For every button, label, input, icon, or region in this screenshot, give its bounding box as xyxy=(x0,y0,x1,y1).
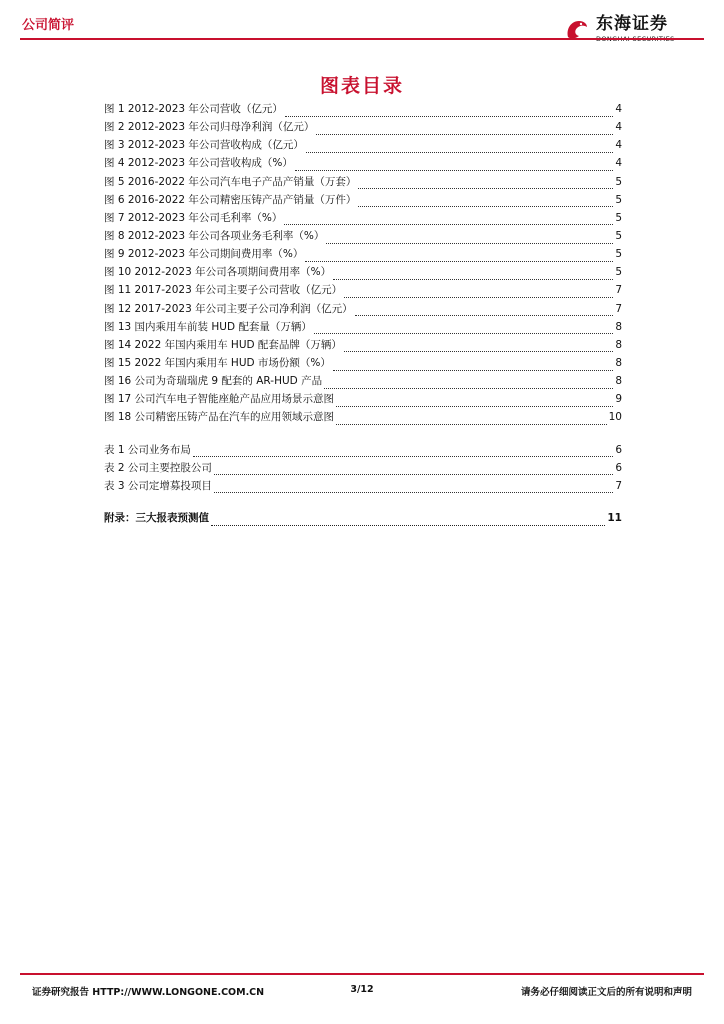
footer-disclaimer: 请务必仔细阅读正文后的所有说明和声明 xyxy=(520,987,692,998)
toc-entry-label: 图 1 2012-2023 年公司营收（亿元） xyxy=(104,103,283,115)
toc-entry-figure-15[interactable] xyxy=(104,355,622,373)
toc-entry-figure-8[interactable] xyxy=(104,228,622,246)
toc-entry-page: 5 xyxy=(615,211,622,224)
toc-entry-page: 11 xyxy=(607,511,622,524)
toc-entry-page: 4 xyxy=(615,139,622,152)
dot-leader xyxy=(358,198,613,207)
footer-divider xyxy=(20,973,704,975)
dot-leader xyxy=(193,448,613,457)
toc-entry-label: 图 13 国内乘用车前装 HUD 配套量（万辆） xyxy=(104,320,312,333)
toc-entry-label: 图 16 公司为奇瑞瑞虎 9 配套的 AR-HUD 产品 xyxy=(104,375,323,388)
toc-entry-figure-18[interactable] xyxy=(104,409,622,427)
report-type-tag: 公司简评 xyxy=(22,18,75,33)
dot-leader xyxy=(214,466,613,475)
dot-leader xyxy=(285,108,613,117)
toc-entry-figure-3[interactable] xyxy=(104,137,622,155)
toc-entry-label: 图 6 2016-2022 年公司精密压铸产品产销量（万件） xyxy=(104,193,357,206)
logo-chinese-text: 东海证券 xyxy=(596,13,668,34)
toc-entry-figure-4[interactable] xyxy=(104,155,622,173)
dot-leader xyxy=(314,325,613,334)
dot-leader xyxy=(305,253,613,262)
toc-entry-page: 5 xyxy=(615,175,622,188)
toc-entry-page: 9 xyxy=(615,393,622,406)
toc-entry-label: 图 9 2012-2023 年公司期间费用率（%） xyxy=(104,248,304,261)
company-logo xyxy=(562,12,702,46)
toc-entry-label: 图 12 2017-2023 年公司主要子公司净利润（亿元） xyxy=(104,302,353,315)
toc-entry-figure-1[interactable] xyxy=(104,101,622,119)
dot-leader xyxy=(344,289,613,298)
dot-leader xyxy=(316,126,613,135)
toc-entry-label: 图 17 公司汽车电子智能座舱产品应用场景示意图 xyxy=(104,393,335,406)
table-list xyxy=(104,442,622,496)
toc-entry-figure-5[interactable] xyxy=(104,174,622,192)
toc-entry-page: 7 xyxy=(615,479,622,492)
toc-entry-figure-17[interactable] xyxy=(104,391,622,409)
dot-leader xyxy=(333,362,613,371)
dot-leader xyxy=(344,343,613,352)
table-of-contents xyxy=(104,101,622,528)
toc-entry-label: 图 15 2022 年国内乘用车 HUD 市场份额（%） xyxy=(104,356,331,369)
toc-entry-page: 7 xyxy=(615,284,622,297)
toc-entry-label: 图 8 2012-2023 年公司各项业务毛利率（%） xyxy=(104,229,325,242)
dot-leader xyxy=(333,271,613,280)
toc-entry-label: 图 3 2012-2023 年公司营收构成（亿元） xyxy=(104,139,304,152)
toc-entry-appendix[interactable] xyxy=(104,510,622,528)
toc-entry-figure-7[interactable] xyxy=(104,210,622,228)
toc-entry-page: 10 xyxy=(608,411,622,424)
toc-entry-figure-10[interactable] xyxy=(104,264,622,282)
toc-entry-figure-13[interactable] xyxy=(104,319,622,337)
toc-entry-page: 4 xyxy=(615,121,622,134)
footer-source-link[interactable]: 证券研究报告 HTTP://WWW.LONGONE.COM.CN xyxy=(32,987,265,998)
toc-entry-figure-12[interactable] xyxy=(104,301,622,319)
toc-entry-label: 图 11 2017-2023 年公司主要子公司营收（亿元） xyxy=(104,284,343,297)
toc-entry-page: 5 xyxy=(615,193,622,206)
dot-leader xyxy=(295,162,613,171)
toc-entry-label: 图 10 2012-2023 年公司各项期间费用率（%） xyxy=(104,266,332,279)
toc-entry-figure-2[interactable] xyxy=(104,119,622,137)
toc-entry-figure-16[interactable] xyxy=(104,373,622,391)
toc-entry-page: 6 xyxy=(615,461,622,474)
toc-entry-figure-11[interactable] xyxy=(104,282,622,300)
toc-entry-label: 附录：三大报表预测值 xyxy=(104,511,209,524)
toc-entry-label: 图 5 2016-2022 年公司汽车电子产品产销量（万套） xyxy=(104,175,357,188)
toc-entry-table-1[interactable] xyxy=(104,442,622,460)
toc-entry-page: 8 xyxy=(615,356,622,369)
toc-entry-label: 图 2 2012-2023 年公司归母净利润（亿元） xyxy=(104,121,315,134)
toc-entry-label: 图 7 2012-2023 年公司毛利率（%） xyxy=(104,211,283,224)
toc-entry-page: 8 xyxy=(615,338,622,351)
toc-entry-label: 图 18 公司精密压铸产品在汽车的应用领域示意图 xyxy=(104,411,335,424)
toc-entry-label: 图 14 2022 年国内乘用车 HUD 配套品牌（万辆） xyxy=(104,338,342,351)
toc-entry-page: 5 xyxy=(615,266,622,279)
toc-title: 图表目录 xyxy=(319,75,404,97)
dot-leader xyxy=(336,416,607,425)
toc-entry-figure-14[interactable] xyxy=(104,337,622,355)
toc-entry-table-3[interactable] xyxy=(104,478,622,496)
toc-entry-page: 6 xyxy=(615,443,622,456)
toc-entry-label: 表 1 公司业务布局 xyxy=(104,443,191,456)
dot-leader xyxy=(326,235,613,244)
toc-entry-label: 表 2 公司主要控股公司 xyxy=(104,461,212,474)
dot-leader xyxy=(336,398,613,407)
toc-entry-figure-9[interactable] xyxy=(104,246,622,264)
toc-entry-page: 8 xyxy=(615,320,622,333)
toc-entry-page: 8 xyxy=(615,375,622,388)
toc-entry-table-2[interactable] xyxy=(104,460,622,478)
dot-leader xyxy=(358,180,613,189)
toc-entry-label: 图 4 2012-2023 年公司营收构成（%） xyxy=(104,157,293,170)
dot-leader xyxy=(214,484,613,493)
toc-entry-page: 4 xyxy=(615,103,622,115)
toc-entry-page: 5 xyxy=(615,229,622,242)
toc-entry-page: 4 xyxy=(615,157,622,170)
dot-leader xyxy=(211,517,605,526)
toc-entry-page: 5 xyxy=(615,248,622,261)
toc-entry-label: 表 3 公司定增募投项目 xyxy=(104,479,212,492)
footer-page-number: 3/12 xyxy=(350,984,374,995)
figure-list xyxy=(104,101,622,428)
header-divider xyxy=(20,38,704,40)
dot-leader xyxy=(324,380,613,389)
toc-entry-page: 7 xyxy=(615,302,622,315)
dot-leader xyxy=(306,144,613,153)
dot-leader xyxy=(284,216,613,225)
dot-leader xyxy=(355,307,614,316)
toc-entry-figure-6[interactable] xyxy=(104,192,622,210)
